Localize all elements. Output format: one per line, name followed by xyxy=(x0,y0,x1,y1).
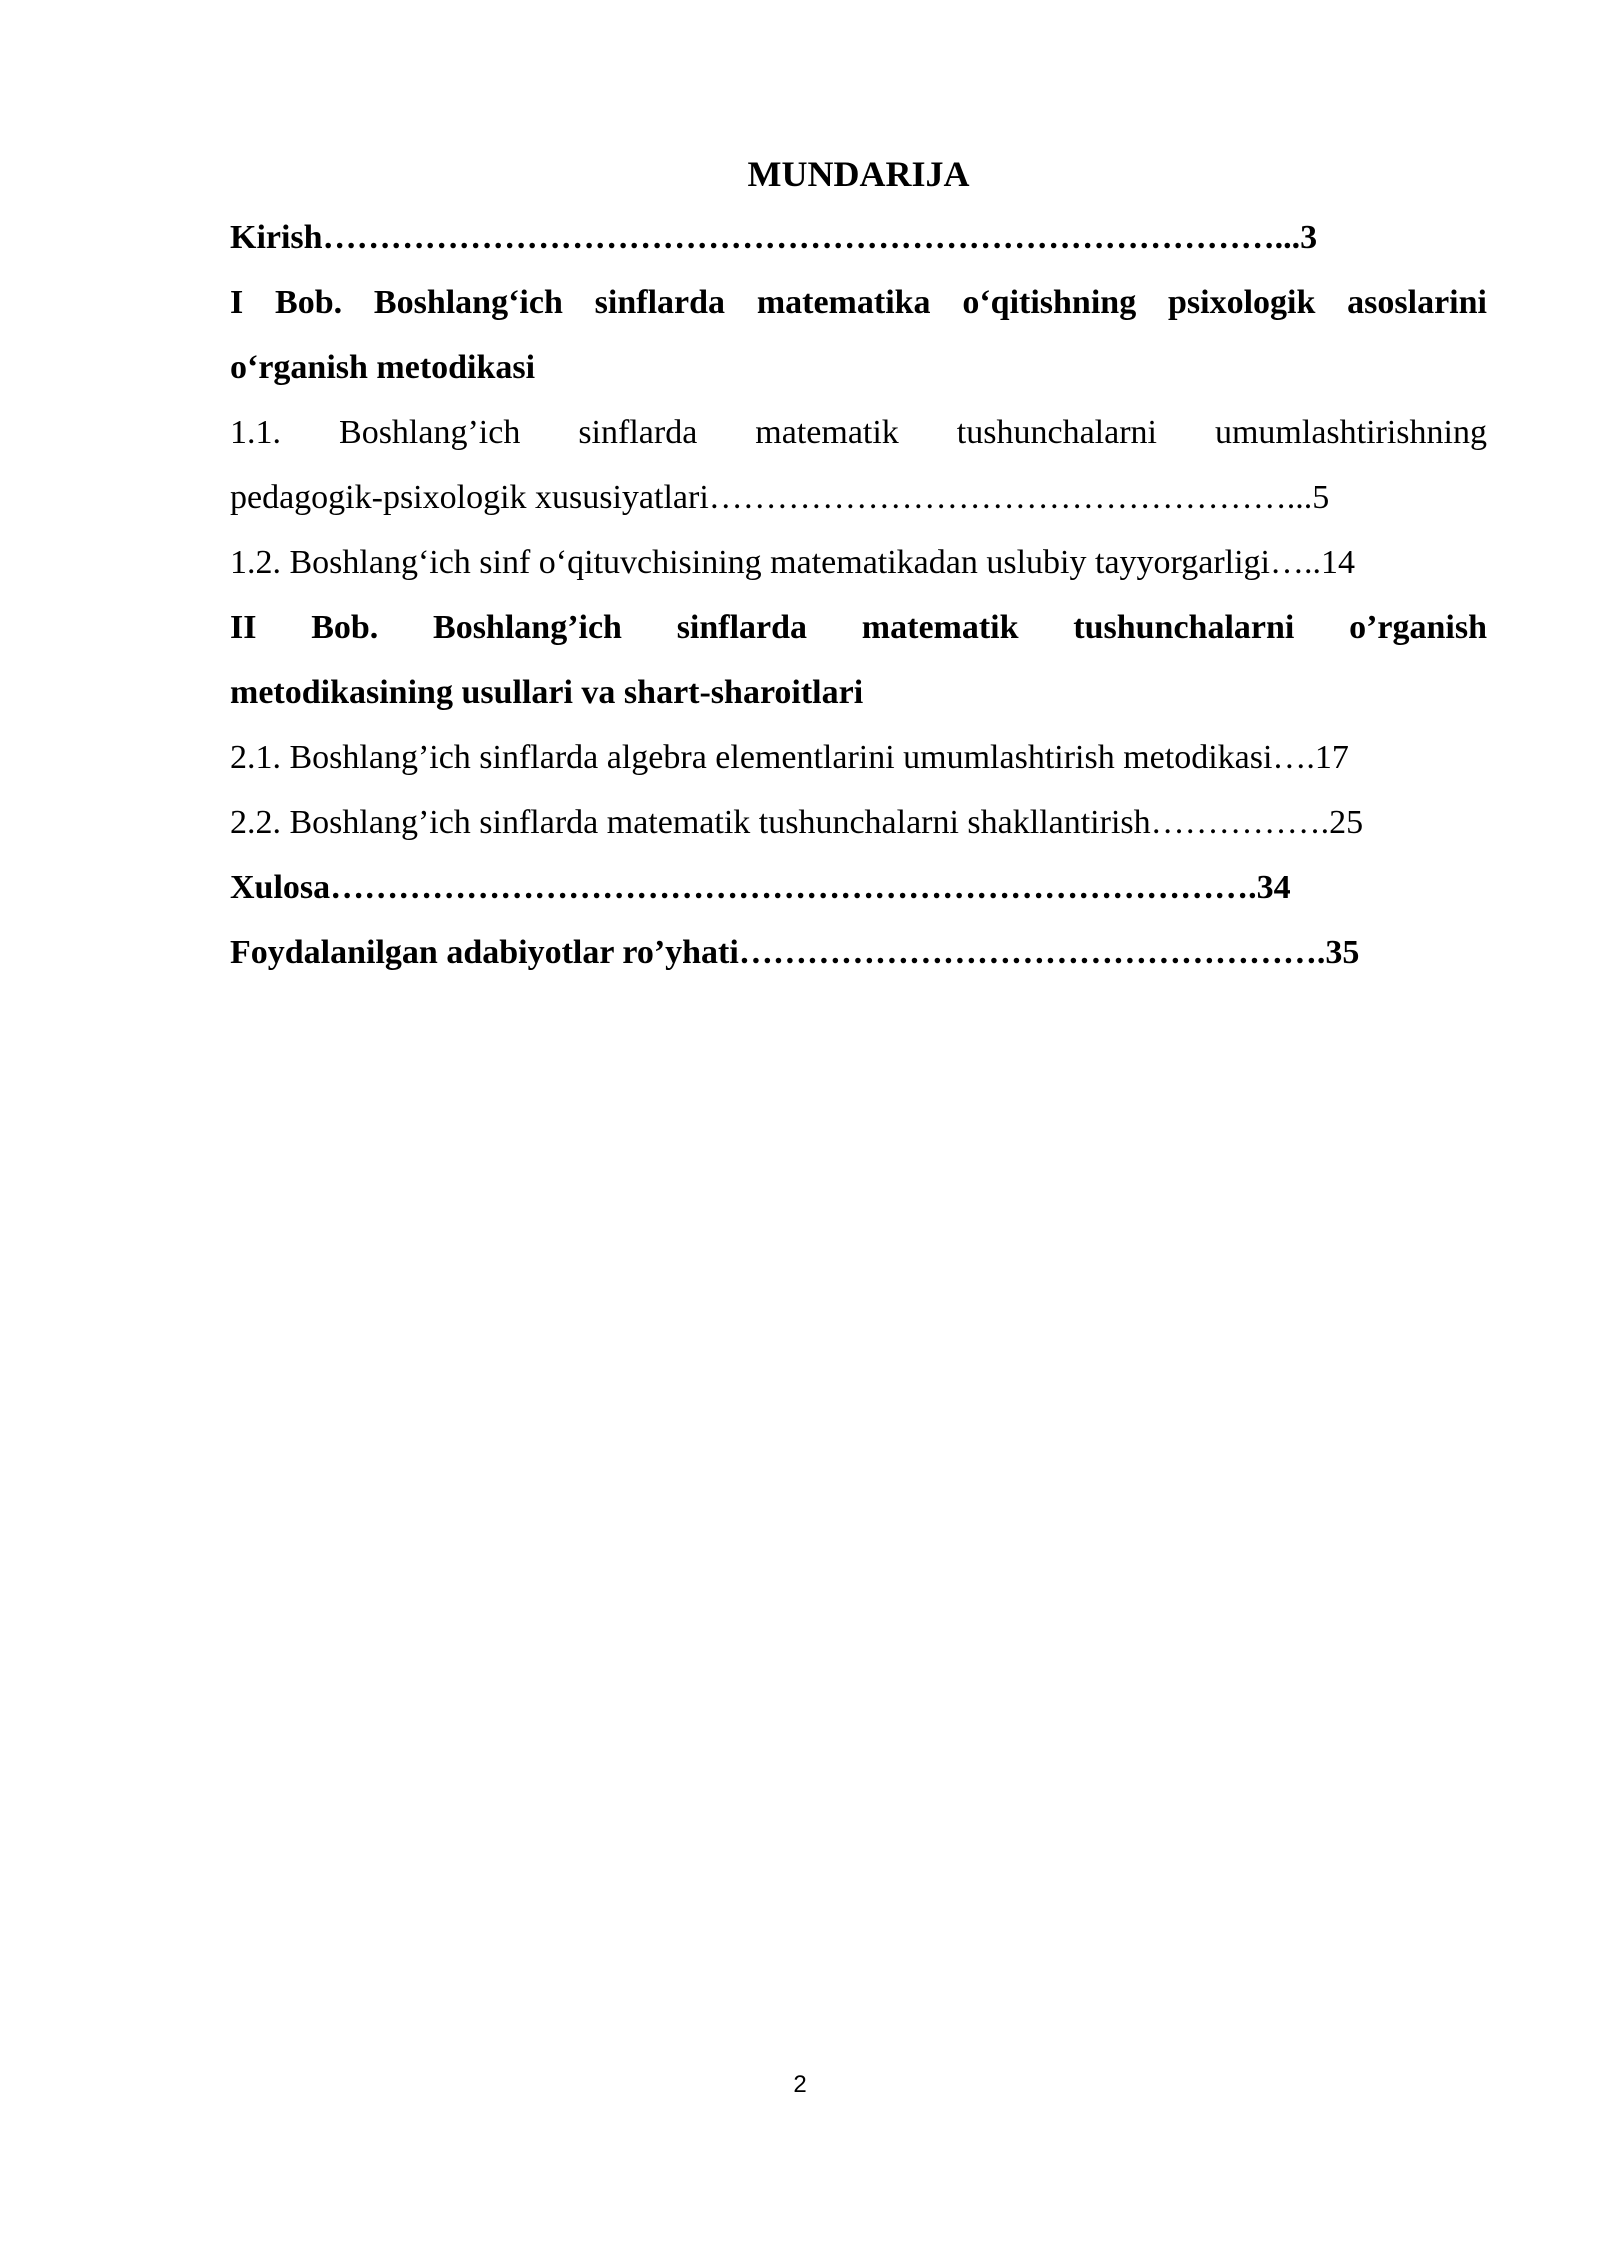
toc-entry-references: Foydalanilgan adabiyotlar ro’yhati…………………………………………….35 xyxy=(230,934,1360,971)
toc-section-1-1-line-1: 1.1. Boshlang’ich sinflarda matematik tushunchalarni umumlashtirishning xyxy=(230,414,1487,451)
toc-chapter-2-line-2: metodikasining usullari va shart-sharoitlari xyxy=(230,674,864,711)
toc-title: MUNDARIJA xyxy=(747,154,970,194)
toc-entry-kirish: Kirish…………………………………………………………………………...3 xyxy=(230,219,1318,256)
toc-section-1-2: 1.2. Boshlang‘ich sinf o‘qituvchisining matematikadan uslubiy tayyorgarligi…..14 xyxy=(230,544,1355,581)
toc-chapter-2-line-1: II Bob. Boshlang’ich sinflarda matematik tushunchalarni o’rganish xyxy=(230,609,1487,646)
toc-section-1-1-line-2: pedagogik-psixologik xususiyatlari……………………………………………...5 xyxy=(230,479,1330,516)
toc-entry-xulosa: Xulosa……………………………………………………………………….34 xyxy=(230,869,1291,906)
toc-section-2-1: 2.1. Boshlang’ich sinflarda algebra elementlarini umumlashtirish metodikasi….17 xyxy=(230,739,1349,776)
toc-chapter-1-line-1: I Bob. Boshlang‘ich sinflarda matematika o‘qitishning psixologik asoslarini xyxy=(230,284,1487,321)
page-number: 2 xyxy=(793,2071,807,2098)
toc-chapter-1-line-2: o‘rganish metodikasi xyxy=(230,349,536,386)
toc-section-2-2: 2.2. Boshlang’ich sinflarda matematik tushunchalarni shakllantirish…………….25 xyxy=(230,804,1364,841)
